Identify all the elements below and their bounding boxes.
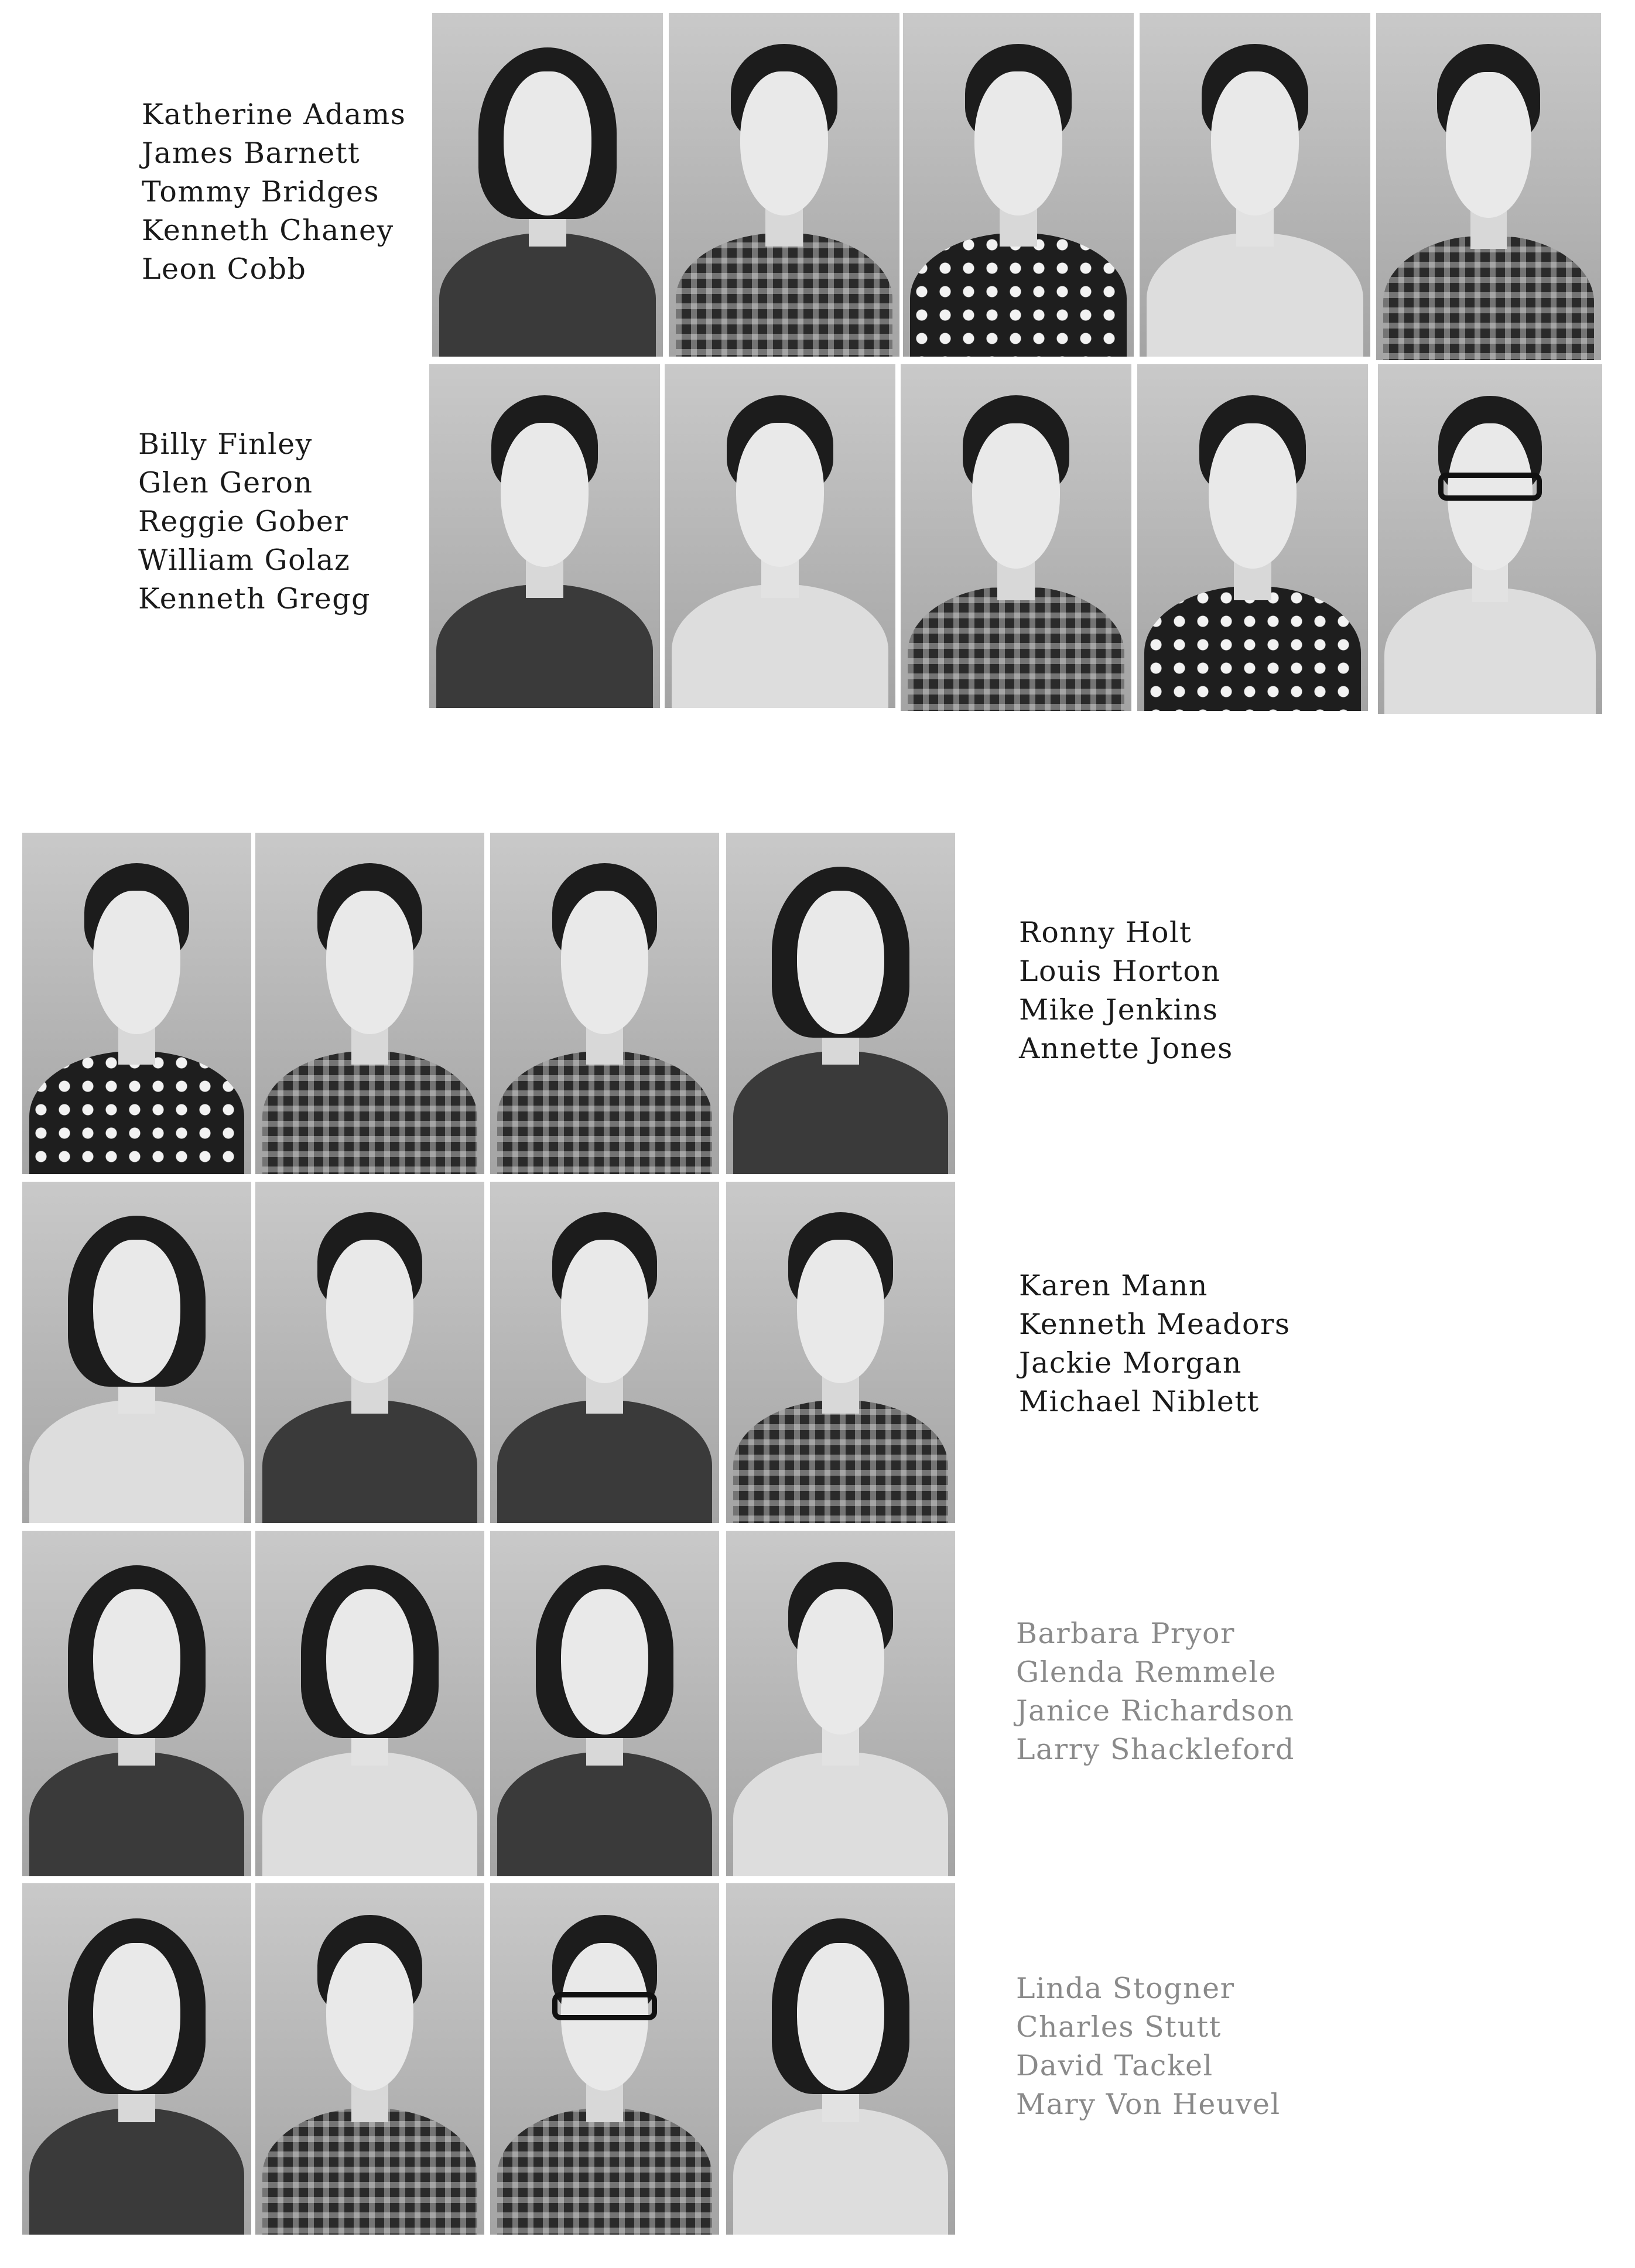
- student-portrait-icon: [726, 833, 955, 1174]
- student-portrait-icon: [669, 13, 899, 357]
- student-portrait-icon: [490, 1883, 719, 2235]
- student-name: Tommy Bridges: [142, 175, 380, 208]
- name-list-group-6: [1016, 1969, 1281, 2124]
- student-portrait-icon: [22, 1182, 251, 1523]
- student-portrait-icon: [255, 1883, 484, 2235]
- name-list-group-5: [1016, 1614, 1295, 1769]
- student-name: James Barnett: [142, 136, 361, 170]
- student-portrait-icon: [22, 1883, 251, 2235]
- student-name: Reggie Gober: [138, 505, 349, 538]
- student-name: Kenneth Gregg: [138, 582, 371, 615]
- student-name: William Golaz: [138, 543, 351, 577]
- student-name: David Tackel: [1016, 2049, 1213, 2082]
- student-name: Mary Von Heuvel: [1016, 2088, 1281, 2121]
- student-name: Michael Niblett: [1019, 1385, 1260, 1418]
- student-portrait-icon: [432, 13, 663, 357]
- student-portrait-icon: [903, 13, 1134, 357]
- student-portrait-icon: [901, 364, 1131, 711]
- student-portrait-icon: [1376, 13, 1601, 360]
- student-portrait-icon: [490, 833, 719, 1174]
- student-portrait-icon: [1140, 13, 1370, 357]
- student-portrait-icon: [1378, 364, 1602, 714]
- student-name: Kenneth Meadors: [1019, 1308, 1291, 1341]
- student-name: Barbara Pryor: [1016, 1617, 1235, 1650]
- student-name: Karen Mann: [1019, 1269, 1208, 1302]
- student-name: Larry Shackleford: [1016, 1733, 1295, 1766]
- student-portrait-icon: [490, 1531, 719, 1876]
- student-portrait-icon: [255, 1531, 484, 1876]
- student-portrait-icon: [22, 1531, 251, 1876]
- student-name: Kenneth Chaney: [142, 214, 394, 247]
- student-portrait-icon: [255, 1182, 484, 1523]
- student-name: Glen Geron: [138, 466, 313, 500]
- student-name: Mike Jenkins: [1019, 993, 1219, 1027]
- student-portrait-icon: [22, 833, 251, 1174]
- student-portrait-icon: [726, 1883, 955, 2235]
- student-name: Annette Jones: [1019, 1032, 1233, 1065]
- student-name: Leon Cobb: [142, 252, 307, 286]
- student-name: Billy Finley: [138, 427, 313, 461]
- student-name: Jackie Morgan: [1019, 1346, 1242, 1380]
- student-name: Janice Richardson: [1016, 1694, 1295, 1727]
- student-portrait-icon: [255, 833, 484, 1174]
- name-list-group-2: [138, 425, 371, 618]
- student-name: Charles Stutt: [1016, 2010, 1222, 2044]
- name-list-group-4: [1019, 1267, 1291, 1421]
- name-list-group-1: [142, 95, 406, 289]
- student-name: Katherine Adams: [142, 98, 406, 131]
- student-portrait-icon: [726, 1182, 955, 1523]
- student-portrait-icon: [665, 364, 895, 708]
- student-name: Ronny Holt: [1019, 916, 1192, 949]
- student-portrait-icon: [490, 1182, 719, 1523]
- student-name: Glenda Remmele: [1016, 1655, 1277, 1689]
- name-list-group-3: [1019, 914, 1233, 1068]
- student-portrait-icon: [726, 1531, 955, 1876]
- student-portrait-icon: [429, 364, 660, 708]
- student-portrait-icon: [1137, 364, 1368, 711]
- student-name: Linda Stogner: [1016, 1972, 1235, 2005]
- student-name: Louis Horton: [1019, 955, 1221, 988]
